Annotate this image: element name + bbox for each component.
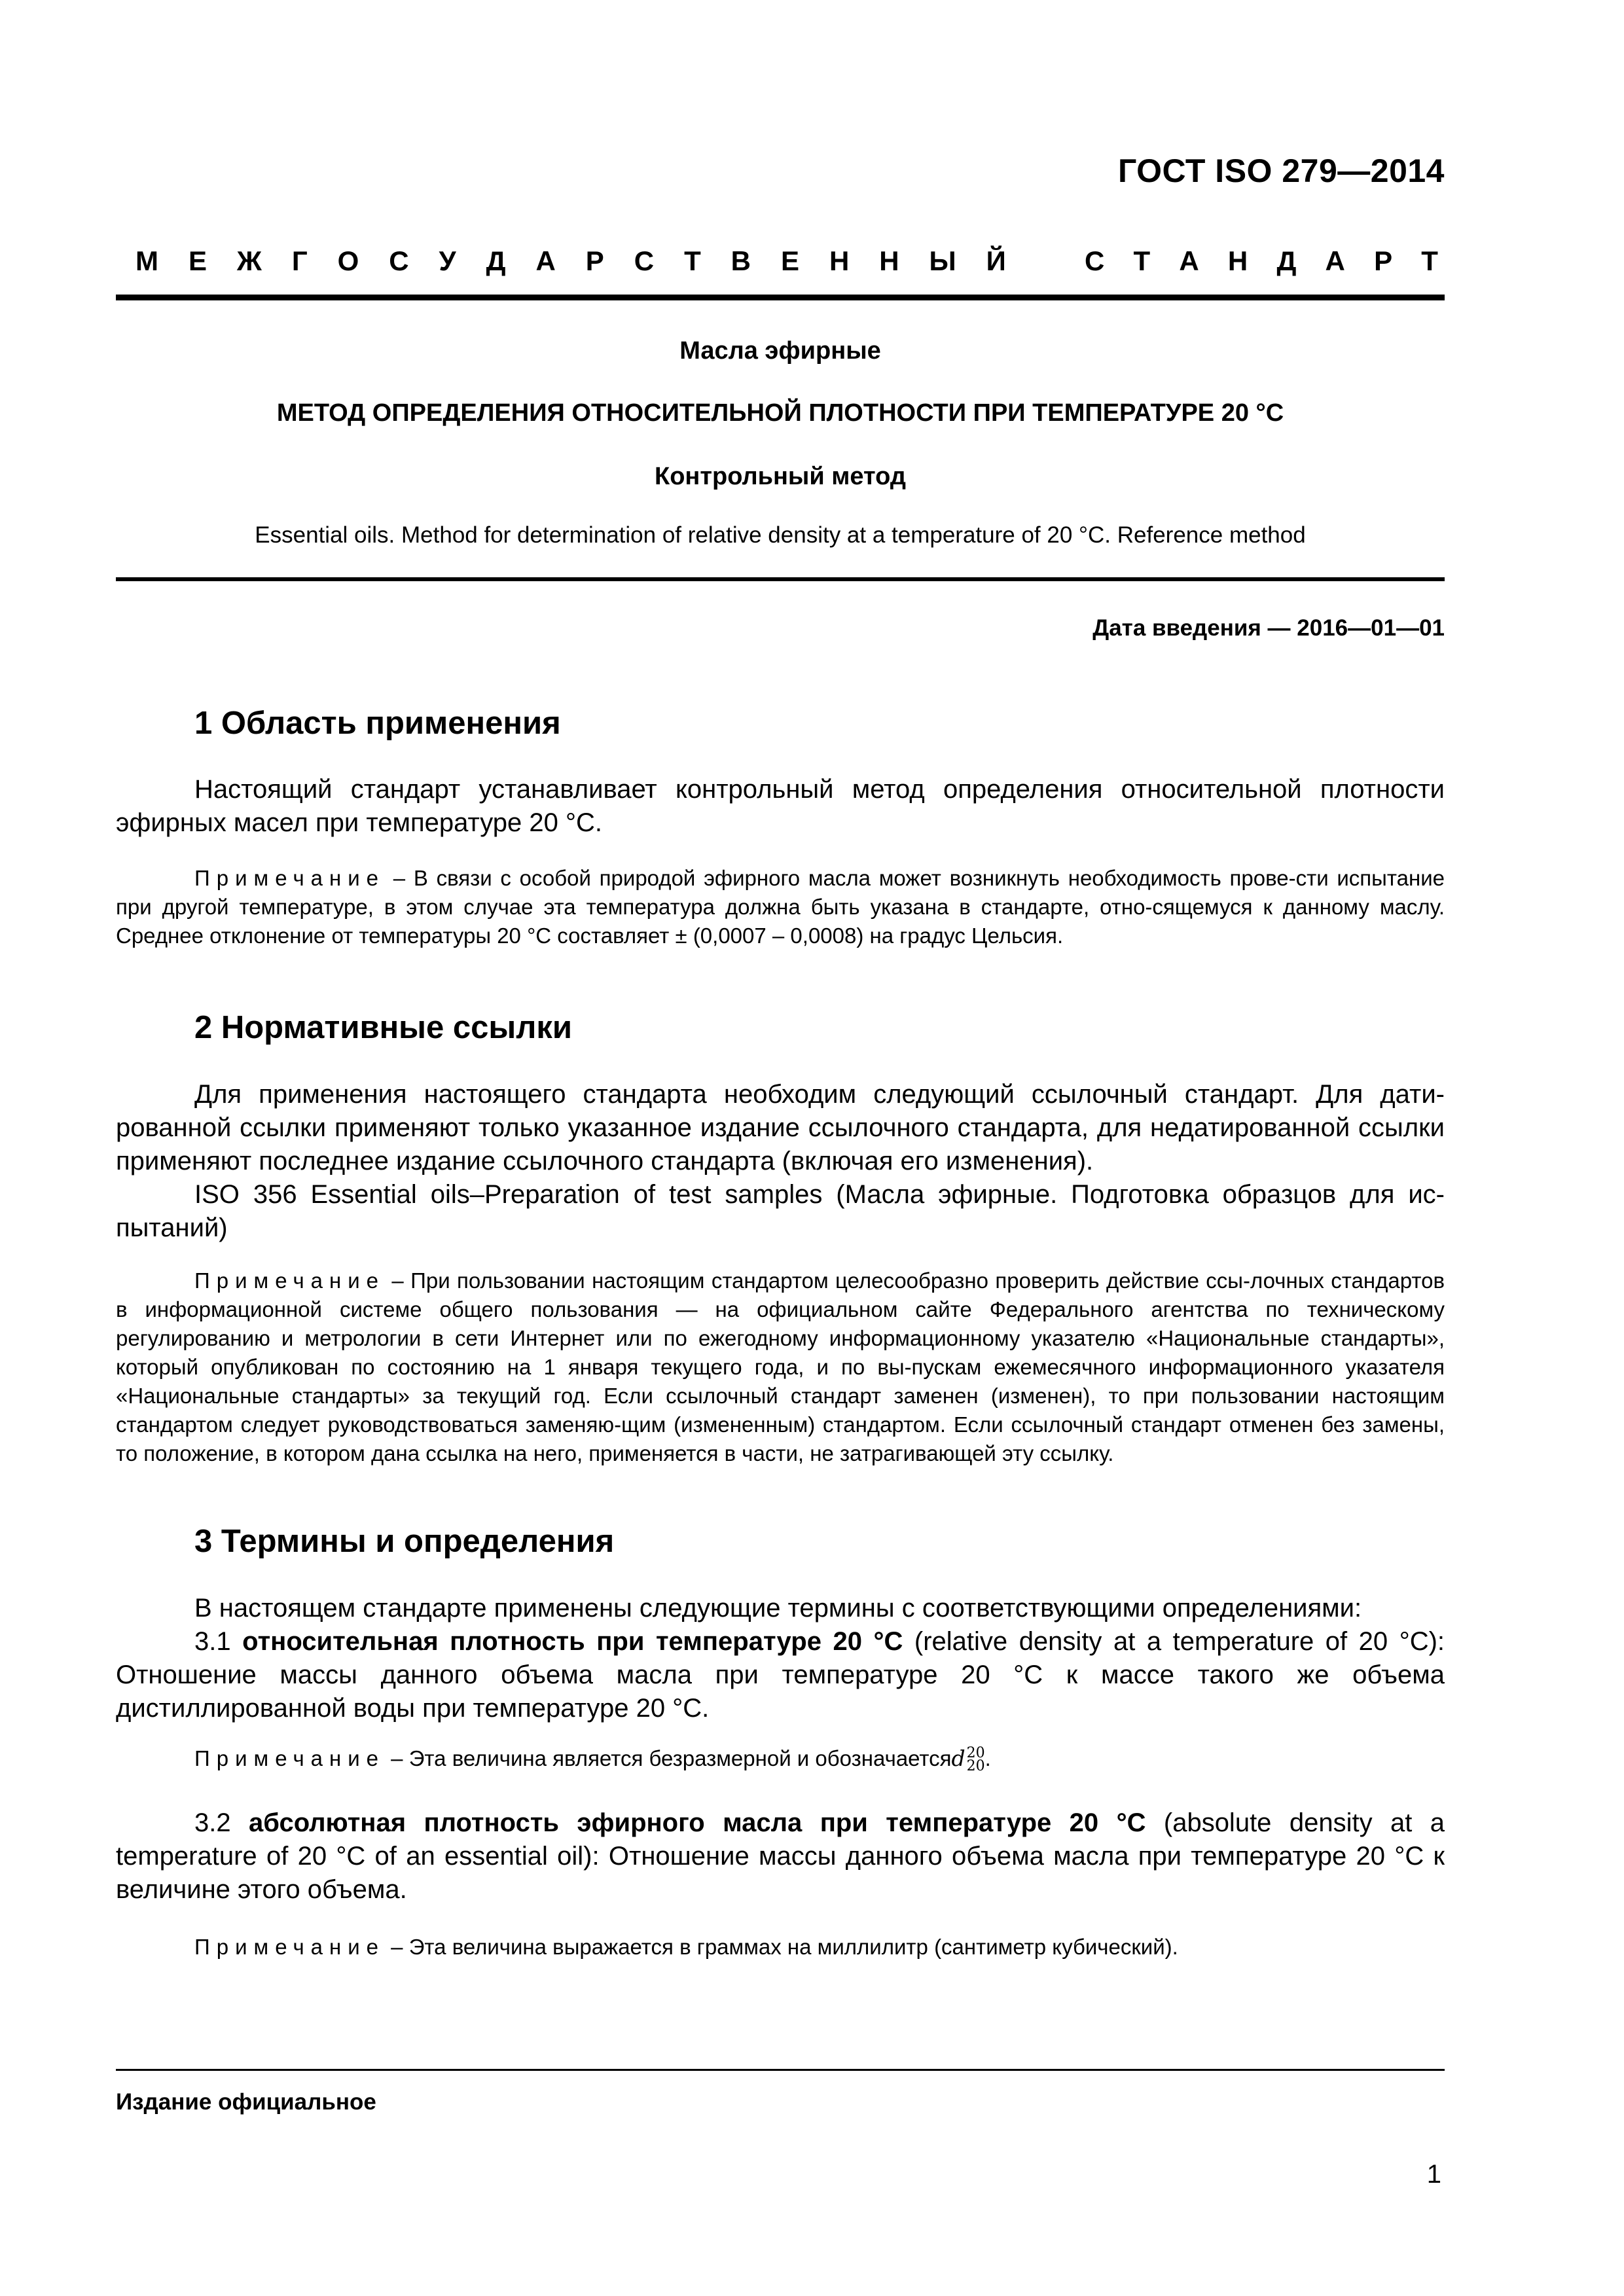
standard-letter: Н bbox=[1227, 245, 1248, 276]
section-1-heading: 1 Область применения bbox=[194, 706, 561, 741]
interstate-letter: Р bbox=[585, 245, 604, 276]
section-1-note bbox=[116, 864, 1445, 950]
interstate-letter: Ж bbox=[236, 245, 262, 276]
section-2-text-1: Для применения настоящего стандарта необходим следующий ссылочный стандарт. Для дати-рованной ссылки применяют только указанное издание ссылочного стандарта, для недатированной ссылки применяют последнее издание ссылочного стандарта (включая его изменения). bbox=[116, 1080, 1445, 1175]
standard-letter: Р bbox=[1374, 245, 1393, 276]
section-3-intro-text: В настоящем стандарте применены следующие термины с соответствующими определениями: bbox=[194, 1594, 1362, 1623]
introduction-date bbox=[1092, 615, 1445, 641]
title-line-1: Масла эфирные bbox=[679, 337, 881, 365]
interstate-standard-banner bbox=[135, 245, 1438, 277]
term-3-2-term: абсолютная плотность эфирного масла при температуре 20 °С bbox=[249, 1808, 1146, 1837]
header-rule bbox=[116, 295, 1445, 300]
interstate-letter: Е bbox=[780, 245, 799, 276]
interstate-letter: Й bbox=[986, 245, 1006, 276]
note-text: – При пользовании настоящим стандартом целесообразно проверить действие ссы-лочных стандартов в информационной системе общего пользования — на официальном сайте Федерального агентства по техническому регулированию и метрологии в сети Интернет или по ежегодному информационному указателю «Национальные стандарты», который опубликован по состоянию на 1 января текущего года, и по вы-пускам ежемесячного информационного указателя «Национальные стандарты» за текущий год. Если ссылочный стандарт заменен (изменен), то при пользовании настоящим стандартом следует руководствоваться заменяю-щим (измененным) стандартом. Если ссылочный стандарт отменен без замены, то положение, в котором дана ссылка на него, применяется в части, не затрагивающей эту ссылку. bbox=[116, 1268, 1445, 1465]
term-3-1-term: относительная плотность при температуре 20 °С bbox=[242, 1627, 903, 1656]
title-line-3: Контрольный метод bbox=[655, 463, 906, 490]
section-2-paragraph-2 bbox=[116, 1178, 1445, 1245]
interstate-letter: Е bbox=[188, 245, 207, 276]
section-2-paragraph-1 bbox=[116, 1078, 1445, 1178]
term-3-1-note bbox=[116, 1744, 1445, 1773]
term-3-1-number: 3.1 bbox=[194, 1627, 243, 1656]
section-3-heading: 3 Термины и определения bbox=[194, 1524, 615, 1559]
interstate-letter: М bbox=[135, 245, 158, 276]
note-label: Примечание bbox=[194, 1935, 386, 1959]
term-3-2 bbox=[116, 1806, 1445, 1907]
symbol-subscript: 20 bbox=[966, 1758, 985, 1775]
interstate-letter: А bbox=[535, 245, 556, 276]
interstate-word bbox=[135, 245, 1006, 277]
interstate-letter: Г bbox=[291, 245, 308, 276]
note-text: – Эта величина выражается в граммах на миллилитр (сантиметр кубический). bbox=[385, 1935, 1178, 1959]
standard-word bbox=[1085, 245, 1438, 277]
interstate-letter: Н bbox=[829, 245, 850, 276]
page-number: 1 bbox=[1426, 2160, 1441, 2189]
note-text: – В связи с особой природой эфирного масла может возникнуть необходимость прове-сти испытание при другой температуре, в этом случае эта температура должна быть указана в стандарте, отно-сящемуся к данному маслу. Среднее отклонение от температуры 20 °С составляет ± (0,0007 – 0,0008) на градус Цельсия. bbox=[116, 866, 1445, 948]
standard-letter: Т bbox=[1133, 245, 1151, 276]
standard-letter: Д bbox=[1276, 245, 1297, 276]
interstate-letter: В bbox=[731, 245, 751, 276]
section-2-note bbox=[116, 1266, 1445, 1468]
title-rule bbox=[116, 577, 1445, 581]
term-3-2-number: 3.2 bbox=[194, 1808, 249, 1837]
english-title: Essential oils. Method for determination of relative density at a temperature of 20 °С. Reference method bbox=[255, 522, 1306, 548]
interstate-letter: Ы bbox=[929, 245, 956, 276]
section-2-heading: 2 Нормативные ссылки bbox=[194, 1010, 572, 1045]
interstate-letter: С bbox=[634, 245, 655, 276]
term-3-1-definition: (relative density at a temperature of 20 °С): Отношение массы данного объема масла при температуре 20 °С к массе такого же объема дистиллированной воды при температуре 20 °С. bbox=[116, 1627, 1445, 1723]
relative-density-symbol: d bbox=[951, 1746, 965, 1771]
standard-letter: А bbox=[1325, 245, 1345, 276]
footer-rule bbox=[116, 2069, 1445, 2071]
interstate-letter: О bbox=[337, 245, 359, 276]
interstate-letter: Н bbox=[879, 245, 899, 276]
intro-date-label: Дата введения bbox=[1092, 615, 1261, 641]
section-1-paragraph bbox=[116, 773, 1445, 840]
term-3-1 bbox=[116, 1625, 1445, 1725]
symbol-indices bbox=[967, 1747, 985, 1773]
symbol-superscript: 20 bbox=[966, 1745, 985, 1762]
note-text: – Эта величина является безразмерной и обозначается bbox=[385, 1746, 952, 1770]
section-1-text: Настоящий стандарт устанавливает контрольный метод определения относительной плотности эфирных масел при температуре 20 °С. bbox=[116, 775, 1445, 837]
note-end: . bbox=[984, 1746, 991, 1770]
term-3-2-definition: (absolute density at a temperature of 20 °С of an essential oil): Отношение массы данного объема масла при температуре 20 °С к величине этого объема. bbox=[116, 1808, 1445, 1904]
interstate-letter: Т bbox=[684, 245, 701, 276]
interstate-letter: У bbox=[439, 245, 456, 276]
standard-letter: Т bbox=[1421, 245, 1438, 276]
title-line-2: МЕТОД ОПРЕДЕЛЕНИЯ ОТНОСИТЕЛЬНОЙ ПЛОТНОСТИ ПРИ ТЕМПЕРАТУРЕ 20 °С bbox=[276, 399, 1284, 427]
interstate-letter: Д bbox=[486, 245, 506, 276]
note-label: Примечание bbox=[194, 866, 386, 890]
note-label: Примечание bbox=[194, 1268, 386, 1293]
section-2-text-2: ISO 356 Essential oils–Preparation of test samples (Масла эфирные. Подготовка образцов для ис-пытаний) bbox=[116, 1180, 1445, 1242]
note-label: Примечание bbox=[194, 1746, 386, 1770]
intro-date-value: — 2016—01—01 bbox=[1267, 615, 1445, 641]
official-edition-label: Издание официальное bbox=[116, 2089, 376, 2115]
interstate-letter: С bbox=[389, 245, 409, 276]
standard-letter: А bbox=[1179, 245, 1199, 276]
term-3-2-note bbox=[116, 1933, 1445, 1962]
section-3-intro bbox=[116, 1592, 1445, 1625]
document-code: ГОСТ ISO 279—2014 bbox=[1117, 152, 1445, 189]
standard-letter: С bbox=[1085, 245, 1105, 276]
document-page bbox=[116, 0, 1445, 2296]
